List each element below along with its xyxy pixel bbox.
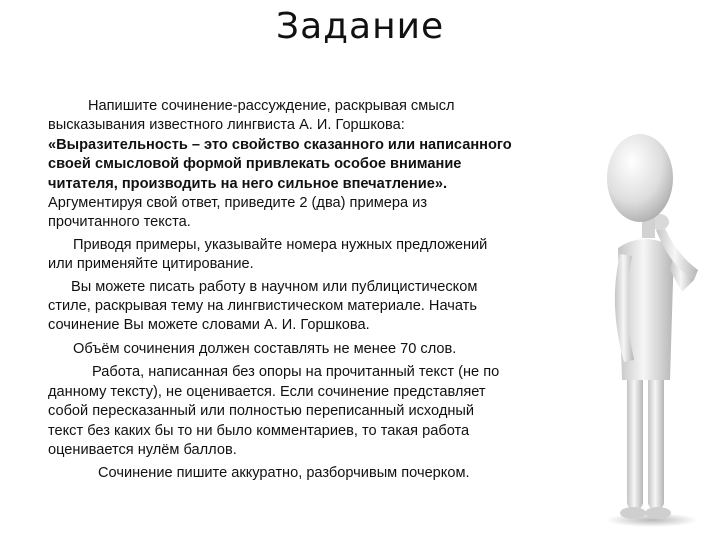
quote-line1: «Выразительность – это свойство сказанного или написанного <box>48 136 512 153</box>
p4-line1: Объём сочинения должен составлять не менее 70 слов. <box>73 340 457 357</box>
p2-line1: Приводя примеры, указывайте номера нужных предложений <box>73 236 488 253</box>
p5-line5: оценивается нулём баллов. <box>48 441 237 458</box>
task-text <box>48 97 568 484</box>
thinking-figure-illustration <box>600 130 710 530</box>
slide-title: Задание <box>276 6 445 47</box>
p1-line1: Напишите сочинение-рассуждение, раскрывая смысл <box>88 98 455 114</box>
p3-line2: стиле, раскрывая тему на лингвистическом материале. Начать <box>48 298 477 315</box>
p2-line2: или применяйте цитирование. <box>48 256 254 273</box>
p1-line2: высказывания известного лингвиста А. И. Горшкова: <box>48 117 405 134</box>
p6-line1: Сочинение пишите аккуратно, разборчивым почерком. <box>98 465 470 482</box>
p1-line6: Аргументируя свой ответ, приведите 2 (два) примера из <box>48 195 428 212</box>
p1-line7: прочитанного текста. <box>48 214 191 231</box>
p5-line1: Работа, написанная без опоры на прочитанный текст (не по <box>92 364 500 381</box>
p3-line3: сочинение Вы можете словами А. И. Горшкова. <box>48 317 370 334</box>
quote-line2: своей смысловой формой привлекать особое внимание <box>48 156 462 173</box>
p5-line2: данному тексту), не оценивается. Если сочинение представляет <box>48 383 486 400</box>
p5-line3: собой пересказанный или полностью переписанный исходный <box>48 403 475 420</box>
quote-line3: читателя, производить на него сильное впечатление». <box>48 175 447 192</box>
p3-line1: Вы можете писать работу в научном или публицистическом <box>71 278 478 295</box>
p5-line4: текст без каких бы то ни было комментариев, то такая работа <box>48 422 470 439</box>
